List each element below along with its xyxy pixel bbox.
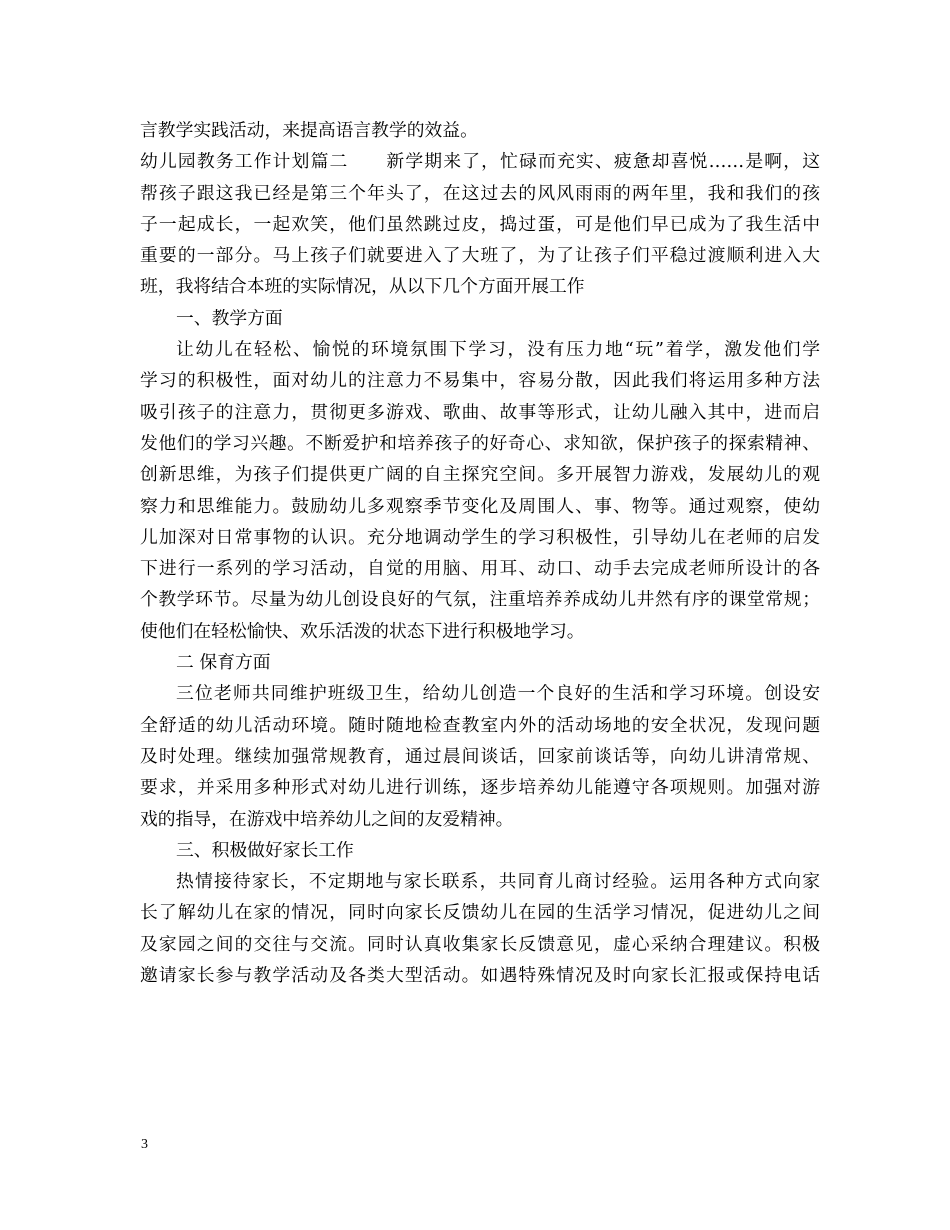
text-line: 帮孩子跟这我已经是第三个年头了，在这过去的风风雨雨的两年里，我和我们的孩 [140, 182, 820, 204]
text-line: 创新思维，为孩子们提供更广阔的自主探究空间。多开展智力游戏，发展幼儿的观 [140, 464, 820, 486]
text-line: 全舒适的幼儿活动环境。随时随地检查教室内外的活动场地的安全状况，发现问题 [140, 714, 820, 736]
text-line: 班，我将结合本班的实际情况，从以下几个方面开展工作 [140, 276, 585, 298]
text-line: 热情接待家长，不定期地与家长联系，共同育儿商讨经验。运用各种方式向家 [176, 871, 820, 893]
text-line: 戏的指导，在游戏中培养幼儿之间的友爱精神。 [140, 808, 514, 830]
document-body [140, 115, 820, 991]
text-line: 及家园之间的交往与交流。同时认真收集家长反馈意见，虚心采纳合理建议。积极 [140, 933, 820, 955]
text-line: 儿加深对日常事物的认识。充分地调动学生的学习积极性，引导幼儿在老师的启发 [140, 526, 820, 548]
text-line: 子一起成长，一起欢笑，他们虽然跳过皮，捣过蛋，可是他们早已成为了我生活中 [140, 213, 820, 235]
section-heading-care: 二 保育方面 [176, 652, 271, 674]
text-line: 及时处理。继续加强常规教育，通过晨间谈话，回家前谈话等，向幼儿讲清常规、 [140, 745, 820, 767]
text-line: 言教学实践活动，来提高语言教学的效益。 [140, 120, 478, 141]
text-line: 察力和思维能力。鼓励幼儿多观察季节变化及周围人、事、物等。通过观察，使幼 [140, 495, 820, 517]
page-number: 3 [141, 1137, 148, 1152]
text-line: 长了解幼儿在家的情况，同时向家长反馈幼儿在园的生活学习情况，促进幼儿之间 [140, 902, 820, 924]
section-heading-parents: 三、积极做好家长工作 [176, 839, 354, 861]
text-line: 吸引孩子的注意力，贯彻更多游戏、歌曲、故事等形式，让幼儿融入其中，进而启 [140, 401, 820, 423]
text-line: 让幼儿在轻松、愉悦的环境氛围下学习，没有压力地“玩”着学，激发他们学 [176, 339, 820, 361]
text-line: 个教学环节。尽量为幼儿创设良好的气氛，注重培养养成幼儿井然有序的课堂常规； [140, 589, 820, 611]
text-line: 发他们的学习兴趣。不断爱护和培养孩子的好奇心、求知欲，保护孩子的探索精神、 [140, 432, 820, 454]
text-line: 邀请家长参与教学活动及各类大型活动。如遇特殊情况及时向家长汇报或保持电话 [140, 965, 820, 987]
text-line: 三位老师共同维护班级卫生，给幼儿创造一个良好的生活和学习环境。创设安 [176, 683, 820, 705]
text-line: 下进行一系列的学习活动，自觉的用脑、用耳、动口、动手去完成老师所设计的各 [140, 558, 820, 580]
text-line: 要求，并采用多种形式对幼儿进行训练，逐步培养幼儿能遵守各项规则。加强对游 [140, 777, 820, 799]
text-line: 使他们在轻松愉快、欢乐活泼的状态下进行积极地学习。 [140, 620, 585, 642]
section-heading-teaching: 一、教学方面 [176, 307, 283, 329]
text-line: 学习的积极性，面对幼儿的注意力不易集中，容易分散，因此我们将运用多种方法 [140, 370, 820, 392]
text-line: 幼儿园教务工作计划篇二 新学期来了，忙碌而充实、疲惫却喜悦……是啊，这 [140, 151, 820, 173]
text-line: 重要的一部分。马上孩子们就要进入了大班了，为了让孩子们平稳过渡顺利进入大 [140, 245, 820, 267]
